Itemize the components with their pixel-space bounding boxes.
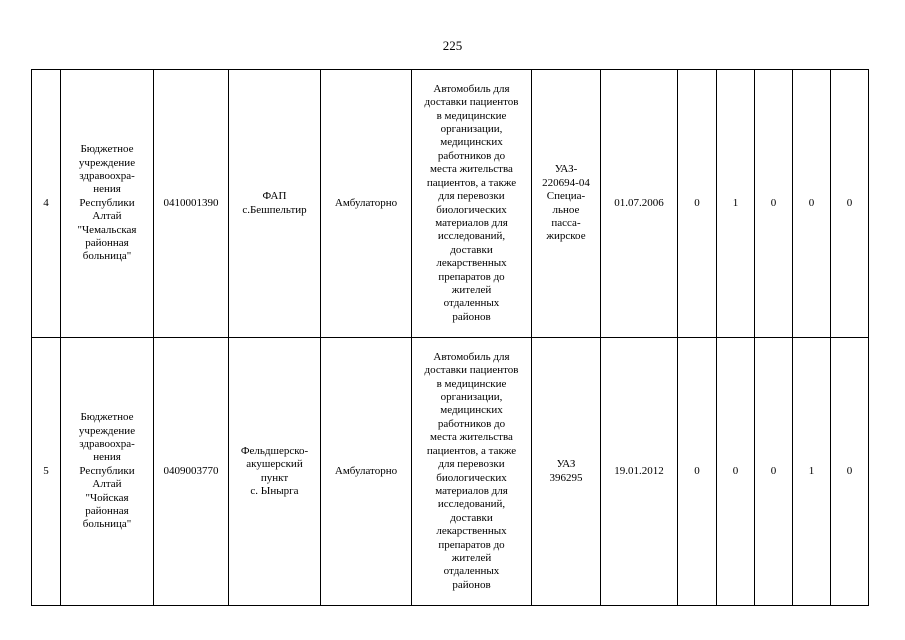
vehicle-purpose: Автомобиль для доставки пациентов в медицинские организации, медицинских работников до места жительства пациентов, а также для перевозки биологических материалов для исследований, доставки лекарственных препаратов до жителей отдаленных районов (412, 70, 532, 338)
facility-unit: ФАП с.Бешпельтир (229, 70, 321, 338)
count-cell: 0 (678, 70, 717, 338)
row-number: 5 (32, 338, 61, 606)
table-row (32, 338, 869, 606)
count-cell: 0 (717, 338, 755, 606)
registration-date: 01.07.2006 (601, 70, 678, 338)
organization-code: 0409003770 (154, 338, 229, 606)
count-cell: 0 (831, 70, 869, 338)
organization-code: 0410001390 (154, 70, 229, 338)
vehicle-purpose: Автомобиль для доставки пациентов в медицинские организации, медицинских работников до места жительства пациентов, а также для перевозки биологических материалов для исследований, доставки лекарственных препаратов до жителей отдаленных районов (412, 338, 532, 606)
organization-name: Бюджетное учреждение здравоохра- нения Республики Алтай "Чемальская районная больница" (61, 70, 154, 338)
row-number: 4 (32, 70, 61, 338)
registration-date: 19.01.2012 (601, 338, 678, 606)
care-type: Амбулаторно (321, 70, 412, 338)
count-cell: 0 (793, 70, 831, 338)
table-row (32, 70, 869, 338)
facility-unit: Фельдшерско- акушерский пункт с. Ынырга (229, 338, 321, 606)
organization-name: Бюджетное учреждение здравоохра- нения Республики Алтай "Чойская районная больница" (61, 338, 154, 606)
vehicle-model: УАЗ 396295 (532, 338, 601, 606)
count-cell: 0 (678, 338, 717, 606)
care-type: Амбулаторно (321, 338, 412, 606)
count-cell: 0 (755, 70, 793, 338)
count-cell: 1 (793, 338, 831, 606)
page-number: 225 (442, 38, 463, 53)
count-cell: 0 (831, 338, 869, 606)
count-cell: 0 (755, 338, 793, 606)
vehicle-model: УАЗ- 220694-04 Специа- льное пасса- жирское (532, 70, 601, 338)
vehicle-register-table (31, 69, 869, 606)
count-cell: 1 (717, 70, 755, 338)
